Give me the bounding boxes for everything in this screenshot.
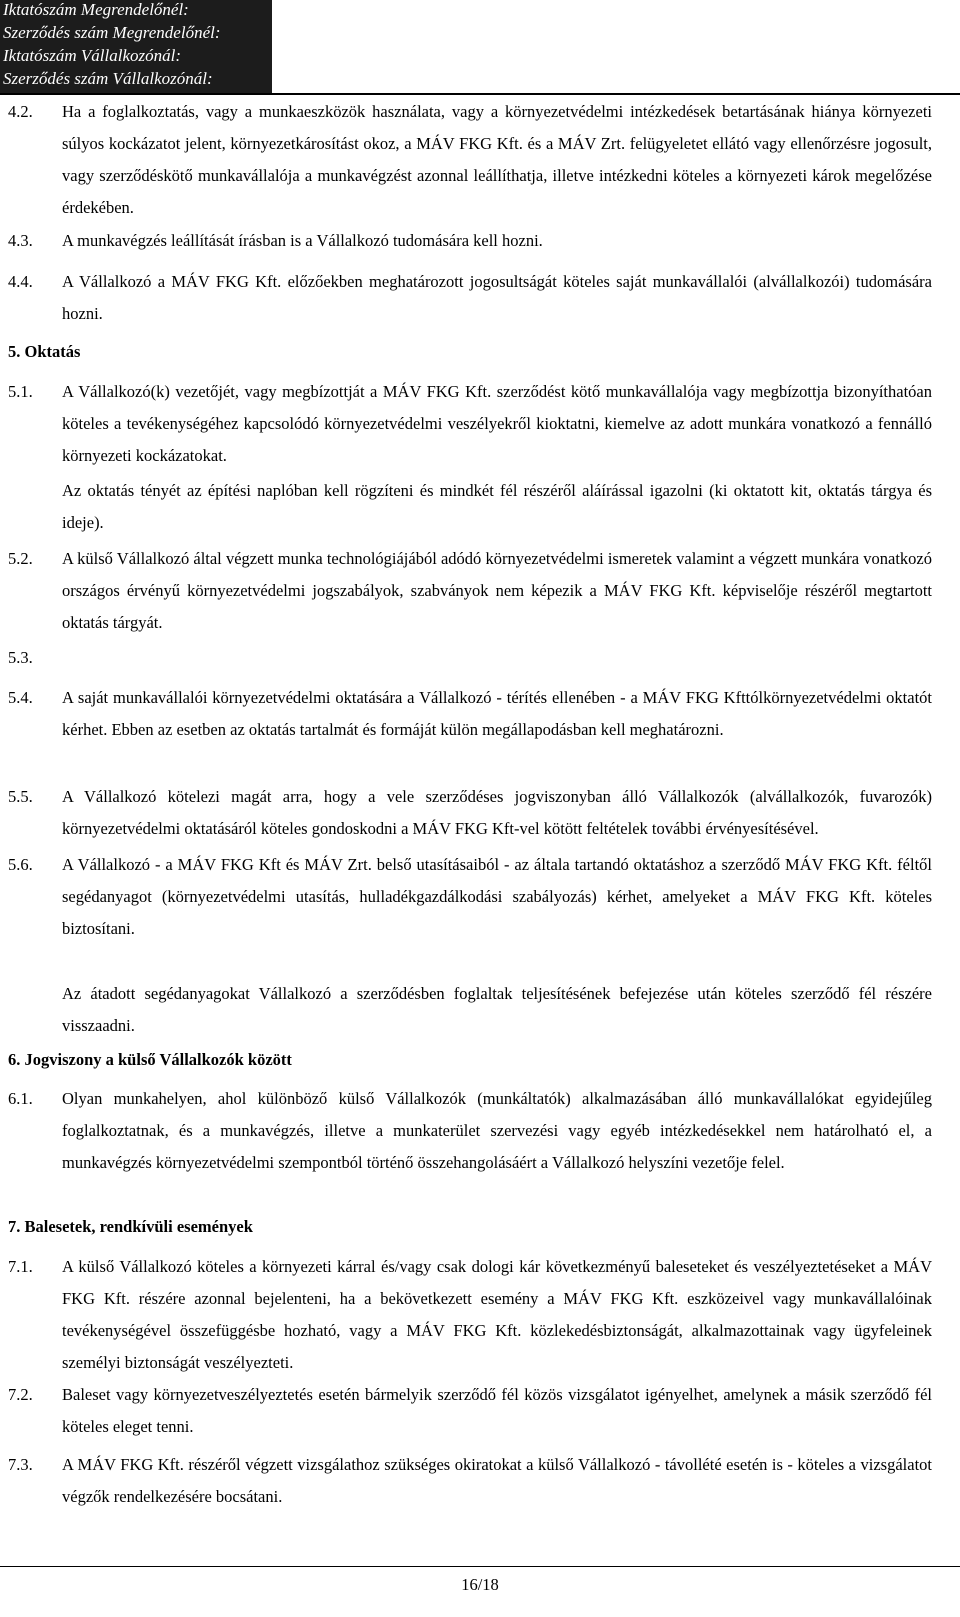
section-number: 7.3. — [8, 1455, 33, 1474]
footer-divider — [0, 1566, 960, 1567]
paragraph: A munkavégzés leállítását írásban is a Vállalkozó tudomására kell hozni. — [62, 231, 543, 250]
paragraph: Olyan munkahelyen, ahol különböző külső Vállalkozók (munkáltatók) alkalmazásában álló munkavállalókat egyidejűleg foglalkoztatnak, és a munkavégzés, illetve a munkaterület szervezési vagy egyéb intézkedésekkel nem határolható el, a munkavégzés környezetvédelmi szempontból történő összehangolásáért a Vállalkozó helyszíni vezetője felel. — [62, 1089, 932, 1172]
header-divider — [0, 93, 960, 95]
section-number: 5.6. — [8, 855, 33, 874]
header-line: Iktatószám Vállalkozónál: — [3, 46, 182, 65]
header-line: Iktatószám Megrendelőnél: — [3, 0, 189, 19]
paragraph: A Vállalkozó kötelezi magát arra, hogy a vele szerződéses jogviszonyban álló Vállalkozók (alvállalkozók, fuvarozók) környezetvédelmi oktatásáról köteles gondoskodni a MÁV FKG Kft-vel kötött feltételek további érvényesítésével. — [62, 787, 932, 838]
paragraph: A külső Vállalkozó köteles a környezeti kárral és/vagy csak dologi kár következményű baleseteket és veszélyeztetéseket a MÁV FKG Kft. részére azonnal bejelenteni, ha a bekövetkezett esemény a MÁV FKG Kft. eszközeivel vagy munkavállalóinak tevékenységével összefüggésbe hozható, vagy a MÁV FKG Kft. közlekedésbiztonságát, alkalmazottainak vagy ügyfeleinek személyi biztonságát veszélyezteti. — [62, 1257, 932, 1372]
section-number: 6.1. — [8, 1089, 33, 1108]
paragraph: A MÁV FKG Kft. részéről végzett vizsgálathoz szükséges okiratokat a külső Vállalkozó - távollété esetén is - köteles a vizsgálatot végzők rendelkezésére bocsátani. — [62, 1455, 932, 1506]
paragraph: A Vállalkozó a MÁV FKG Kft. előzőekben meghatározott jogosultságát köteles saját munkavállalói (alvállalkozói) tudomására hozni. — [62, 272, 932, 323]
section-number: 5.1. — [8, 382, 33, 401]
section-heading: 7. Balesetek, rendkívüli események — [8, 1217, 253, 1236]
section-number: 5.3. — [8, 648, 33, 667]
section-number: 5.4. — [8, 688, 33, 707]
section-number: 4.3. — [8, 231, 33, 250]
section-number: 5.5. — [8, 787, 33, 806]
header-line: Szerződés szám Vállalkozónál: — [3, 69, 213, 88]
paragraph: A saját munkavállalói környezetvédelmi oktatására a Vállalkozó - térítés ellenében - a MÁV FKG Kfttólkörnyezetvédelmi oktatót kérhet. Ebben az esetben az oktatás tartalmát és formáját külön megállapodásban kell meghatározni. — [62, 688, 932, 739]
paragraph: Ha a foglalkoztatás, vagy a munkaeszközök használata, vagy a környezetvédelmi intézkedések betartásának hiánya környezeti súlyos kockázatot jelent, környezetkárosítást okoz, a MÁV FKG Kft. és a MÁV Zrt. felügyeletet ellátó vagy ellenőrzésre jogosult, vagy szerződéskötő munkavállalója a munkavégzést azonnal leállíthatja, illetve intézkedni köteles a környezeti károk megelőzése érdekében. — [62, 102, 932, 217]
paragraph: Az átadott segédanyagokat Vállalkozó a szerződésben foglaltak teljesítésének befejezése után köteles szerződő fél részére visszaadni. — [62, 984, 932, 1035]
document-header — [0, 0, 272, 93]
paragraph: A Vállalkozó - a MÁV FKG Kft és MÁV Zrt. belső utasításaiból - az általa tartandó oktatáshoz a szerződő MÁV FKG Kft. féltől segédanyagot (környezetvédelmi utasítás, hulladékgazdálkodási szabályozás) kérhet, amelyeket a MÁV FKG Kft. köteles biztosítani. — [62, 855, 932, 938]
paragraph: A külső Vállalkozó által végzett munka technológiájából adódó környezetvédelmi ismeretek valamint a végzett munkára vonatkozó országos érvényű környezetvédelmi jogszabályok, szabványok nem képezik a MÁV FKG Kft. képviselője részéről megtartott oktatás tárgyát. — [62, 549, 932, 632]
section-number: 4.2. — [8, 102, 33, 121]
section-heading: 5. Oktatás — [8, 342, 81, 361]
section-number: 5.2. — [8, 549, 33, 568]
section-number: 7.1. — [8, 1257, 33, 1276]
section-number: 7.2. — [8, 1385, 33, 1404]
section-number: 4.4. — [8, 272, 33, 291]
paragraph: Baleset vagy környezetveszélyeztetés esetén bármelyik szerződő fél közös vizsgálatot igényelhet, amelynek a másik szerződő fél köteles eleget tenni. — [62, 1385, 932, 1436]
paragraph: Az oktatás tényét az építési naplóban kell rögzíteni és mindkét fél részéről aláírással igazolni (ki oktatott kit, oktatás tárgya és ideje). — [62, 481, 932, 532]
header-line: Szerződés szám Megrendelőnél: — [3, 23, 221, 42]
page-number: 16/18 — [461, 1575, 499, 1594]
paragraph: A Vállalkozó(k) vezetőjét, vagy megbízottját a MÁV FKG Kft. szerződést kötő munkavállalója vagy megbízottja bizonyíthatóan köteles a tevékenységéhez kapcsolódó környezetvédelmi veszélyekről kioktatni, kiemelve az adott munkára vonatkozó a fennálló környezeti kockázatokat. — [62, 382, 932, 465]
section-heading: 6. Jogviszony a külső Vállalkozók között — [8, 1050, 292, 1069]
